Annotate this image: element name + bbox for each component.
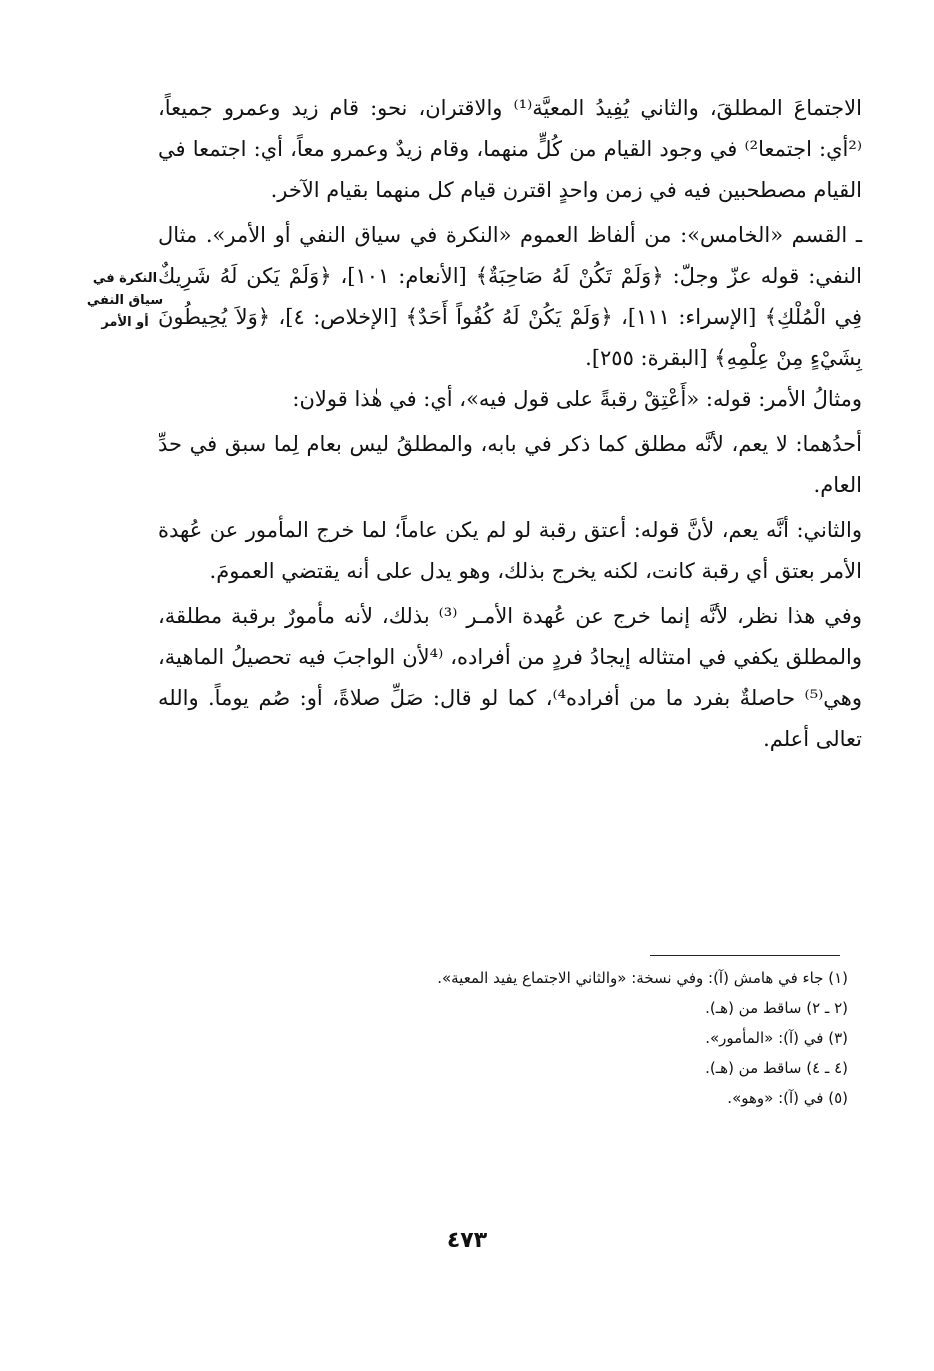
footnote-4: (٤ ـ ٤) ساقط من (هـ). xyxy=(705,1059,848,1077)
main-text xyxy=(158,88,862,760)
footnote-separator xyxy=(650,955,840,956)
footnote-2: (٢ ـ ٢) ساقط من (هـ). xyxy=(705,999,848,1017)
paragraph-6: وفي هذا نظر، لأنَّه إنما خرج عن عُهدة الأمـر ⁽³⁾ بذلك، لأنه مأمورٌ برقبة مطلقة، والمطلق يكفي في امتثاله إيجادُ فردٍ من أفراده، ⁽⁴لأن الواجبَ فيه تحصيلُ الماهية، وهي⁽⁵⁾ حاصلةٌ بفرد ما من أفراده⁴⁾، كما لو قال: صَلِّ صلاةً، أو: صُم يوماً. والله تعالى أعلم. xyxy=(158,604,862,751)
paragraph-3: ومثالُ الأمر: قوله: «أَعْتِقْ رقبةً على قول فيه»، أي: في هٰذا قولان: xyxy=(292,387,862,411)
page-number: ٤٧٣ xyxy=(446,1228,488,1253)
margin-heading-line: أو الأمر xyxy=(101,315,149,330)
paragraph-5: والثاني: أنَّه يعم، لأنَّ قوله: أعتق رقبة لو لم يكن عاماً؛ لما خرج المأمور عن عُهدة الأمر بعتق أي رقبة كانت، لكنه يخرج بذلك، وهو يدل على أنه يقتضي العمومَ. xyxy=(158,518,862,583)
footnotes xyxy=(300,963,848,1113)
margin-heading xyxy=(76,268,174,334)
paragraph-4: أحدُهما: لا يعم، لأنَّه مطلق كما ذكر في بابه، والمطلقُ ليس بعام لِما سبق في حدِّ العام. xyxy=(158,432,862,497)
margin-heading-line: سياق النفي xyxy=(86,293,164,308)
footnote-5: (٥) في (آ): «وهو». xyxy=(727,1089,848,1107)
paragraph-2: ـ القسم «الخامس»: من ألفاظ العموم «النكرة في سياق النفي أو الأمر». مثال النفي: قوله عزّ وجلّ: ﴿وَلَمْ تَكُنْ لَهُ صَاحِبَةٌ﴾ [الأنعام: ١٠١]، ﴿وَلَمْ يَكن لَهُ شَرِيكٌ فِي الْمُلْكِ﴾ [الإسراء: ١١١]، ﴿وَلَمْ يَكُنْ لَهُ كُفُواً أَحَدٌ﴾ [الإخلاص: ٤]، ﴿وَلاَ يُحِيطُونَ بِشَيْءٍ مِنْ عِلْمِهِ﴾ [البقرة: ٢٥٥]. xyxy=(158,223,863,370)
footnote-3: (٣) في (آ): «المأمور». xyxy=(705,1029,848,1047)
footnote-1: (١) جاء في هامش (آ): وفي نسخة: «والثاني الاجتماع يفيد المعية». xyxy=(437,969,848,987)
paragraph-1: الاجتماعَ المطلقَ، والثاني يُفِيدُ المعيَّة⁽¹⁾ والاقتران، نحو: قام زيد وعمرو جميعاً، ⁽²أي: اجتمعا²⁾ في وجود القيام من كُلٍّ منهما، وقام زيدٌ وعمرو معاً، أي: اجتمعا في القيام مصطحبين فيه في زمن واحدٍ اقترن قيام كل منهما بقيام الآخر. xyxy=(158,96,862,202)
margin-heading-line: النكرة في xyxy=(92,271,158,286)
